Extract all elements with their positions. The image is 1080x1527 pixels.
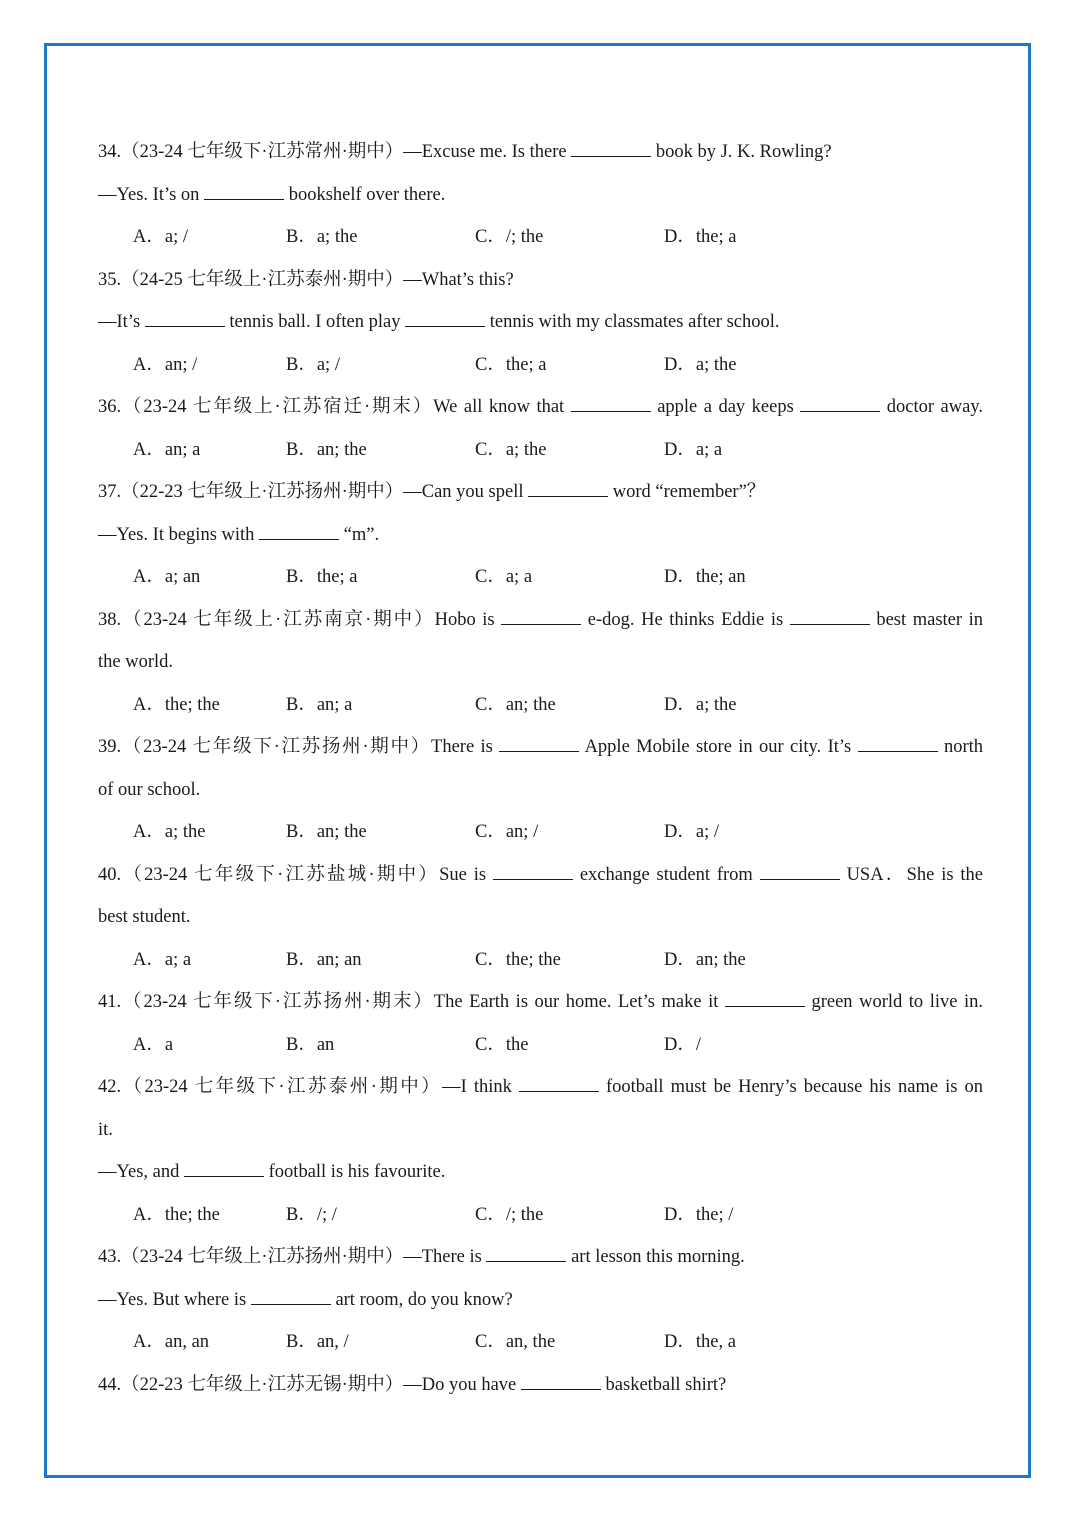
answer-blank[interactable] [571, 155, 651, 157]
question-36 [98, 386, 983, 471]
question-line [98, 769, 983, 812]
question-text: —Yes. But where is [98, 1289, 251, 1310]
answer-options [98, 344, 983, 387]
question-34 [98, 131, 983, 259]
question-source: （24-25 七年级上·江苏泰州·期中） [121, 269, 404, 290]
question-line [98, 1279, 983, 1322]
option-a[interactable]: A．an; / [133, 354, 198, 375]
option-b[interactable]: B．a; / [286, 354, 340, 375]
question-text: “m”. [339, 524, 380, 545]
answer-blank[interactable] [521, 1388, 601, 1390]
exercise-list [98, 131, 983, 1406]
option-a[interactable]: A．a; a [133, 949, 192, 970]
answer-blank[interactable] [519, 1090, 599, 1092]
question-number: 41. [98, 992, 122, 1012]
question-line [98, 259, 983, 302]
answer-options [98, 556, 983, 599]
option-d[interactable]: D．an; the [664, 949, 746, 970]
question-text: exchange student from [572, 864, 760, 885]
option-a[interactable]: A．a [133, 1034, 174, 1055]
answer-options [98, 1321, 983, 1364]
answer-blank[interactable] [790, 623, 870, 625]
question-text: tennis ball. I often play [224, 312, 406, 332]
answer-options [98, 684, 983, 727]
option-c[interactable]: C．an; the [475, 694, 556, 715]
question-37 [98, 471, 983, 599]
question-text: green world to live in. [804, 992, 983, 1012]
question-line [98, 471, 983, 514]
question-text: art room, do you know? [330, 1289, 513, 1310]
question-text: football is his favourite. [264, 1162, 446, 1182]
question-42 [98, 1066, 983, 1236]
question-text: apple a day keeps [650, 397, 801, 417]
option-b[interactable]: B．an; a [286, 694, 353, 715]
question-text: doctor away. [880, 397, 984, 417]
answer-blank[interactable] [858, 750, 938, 752]
question-text: north [937, 737, 983, 757]
question-line [98, 726, 983, 769]
question-number: 42. [98, 1077, 122, 1097]
question-number: 39. [98, 737, 122, 757]
question-39 [98, 726, 983, 854]
answer-blank[interactable] [486, 1260, 566, 1262]
option-a[interactable]: A．an; a [133, 439, 201, 460]
option-d[interactable]: D．/ [664, 1034, 702, 1055]
question-number: 37. [98, 482, 122, 502]
question-source: （22-23 七年级上·江苏无锡·期中） [121, 1374, 404, 1395]
option-c[interactable]: C．the; the [475, 949, 561, 970]
question-text: book by J. K. Rowling? [651, 142, 832, 162]
answer-options [98, 1024, 983, 1067]
option-b[interactable]: B．/; / [286, 1204, 337, 1225]
option-c[interactable]: C．/; the [475, 227, 544, 247]
question-line [98, 1236, 983, 1279]
question-line [98, 174, 983, 217]
question-source: （23-24 七年级下·江苏盐城·期中） [121, 864, 440, 885]
question-text: —Excuse me. Is there [403, 142, 572, 162]
answer-blank[interactable] [145, 325, 225, 327]
question-text: —Yes. It’s on [98, 184, 205, 205]
question-number: 38. [98, 609, 122, 630]
question-line [98, 599, 983, 642]
question-35 [98, 259, 983, 387]
question-text: —Can you spell [403, 482, 529, 502]
question-text: best student. [98, 907, 191, 927]
option-a[interactable]: A．a; the [133, 822, 206, 842]
answer-options [98, 216, 983, 259]
option-d[interactable]: D．a; a [664, 439, 723, 460]
question-line [98, 1364, 983, 1407]
question-text: —What’s this? [403, 269, 514, 290]
question-line [98, 386, 983, 429]
answer-blank[interactable] [501, 623, 581, 625]
question-text: word “remember”？ [608, 482, 766, 502]
answer-options [98, 939, 983, 982]
option-d[interactable]: D．a; the [664, 354, 737, 375]
question-line [98, 301, 983, 344]
option-d[interactable]: D．the; an [664, 567, 746, 587]
question-text: football must be Henry’s because his name is on [598, 1077, 983, 1097]
question-text: it. [98, 1119, 113, 1140]
answer-blank[interactable] [204, 198, 284, 200]
option-a[interactable]: A．an, an [133, 1332, 210, 1352]
answer-blank[interactable] [259, 538, 339, 540]
question-number: 40. [98, 864, 122, 885]
answer-options [98, 1194, 983, 1237]
question-40 [98, 854, 983, 982]
question-41 [98, 981, 983, 1066]
question-text: Apple Mobile store in our city. It’s [579, 737, 858, 757]
question-text: —There is [403, 1247, 487, 1267]
question-line [98, 981, 983, 1024]
question-text: —It’s [98, 312, 145, 332]
question-text: There is [431, 737, 500, 757]
question-38 [98, 599, 983, 727]
question-line [98, 896, 983, 939]
answer-blank[interactable] [499, 750, 579, 752]
option-d[interactable]: D．the; / [664, 1204, 734, 1225]
option-c[interactable]: C．an, the [475, 1332, 556, 1352]
question-line [98, 1066, 983, 1109]
question-43 [98, 1236, 983, 1364]
question-text: —Yes. It begins with [98, 524, 260, 545]
option-a[interactable]: A．a; / [133, 227, 188, 247]
question-text: Sue is [439, 864, 493, 885]
option-d[interactable]: D．a; / [664, 822, 719, 842]
option-c[interactable]: C．a; the [475, 439, 547, 460]
option-b[interactable]: B．an, / [286, 1332, 349, 1352]
question-text: The Earth is our home. Let’s make it [433, 992, 725, 1012]
option-b[interactable]: B．an; an [286, 949, 362, 970]
question-line [98, 514, 983, 557]
answer-blank[interactable] [800, 410, 880, 412]
answer-blank[interactable] [528, 495, 608, 497]
question-source: （23-24 七年级下·江苏扬州·期中） [121, 737, 432, 757]
question-text: basketball shirt? [600, 1374, 727, 1395]
question-source: （23-24 七年级下·江苏泰州·期中） [121, 1077, 443, 1097]
answer-blank[interactable] [760, 878, 840, 880]
option-a[interactable]: A．the; the [133, 694, 220, 715]
question-text: USA．She is the [839, 864, 983, 885]
question-text: —Yes, and [98, 1162, 185, 1182]
option-c[interactable]: C．the; a [475, 354, 547, 375]
option-d[interactable]: D．a; the [664, 694, 737, 715]
answer-blank[interactable] [493, 878, 573, 880]
answer-blank[interactable] [251, 1303, 331, 1305]
answer-options [98, 429, 983, 472]
question-source: （23-24 七年级下·江苏常州·期中） [121, 142, 404, 162]
question-text: of our school. [98, 779, 201, 800]
question-number: 35. [98, 269, 122, 290]
question-text: We all know that [433, 397, 571, 417]
question-44 [98, 1364, 983, 1407]
question-source: （23-24 七年级上·江苏宿迁·期末） [121, 397, 434, 417]
question-line [98, 1151, 983, 1194]
question-text: —Do you have [403, 1374, 521, 1395]
answer-blank[interactable] [405, 325, 485, 327]
question-text: the world. [98, 652, 174, 672]
question-text: e-dog. He thinks Eddie is [581, 609, 790, 630]
answer-blank[interactable] [571, 410, 651, 412]
question-source: （22-23 七年级上·江苏扬州·期中） [121, 482, 404, 502]
answer-blank[interactable] [725, 1005, 805, 1007]
option-c[interactable]: C．the [475, 1034, 529, 1055]
question-line [98, 131, 983, 174]
question-source: （23-24 七年级上·江苏南京·期中） [121, 609, 435, 630]
question-number: 34. [98, 142, 122, 162]
option-b[interactable]: B．a; the [286, 227, 358, 247]
option-b[interactable]: B．the; a [286, 567, 358, 587]
question-text: best master in [869, 609, 984, 630]
question-number: 44. [98, 1374, 122, 1395]
option-d[interactable]: D．the; a [664, 227, 737, 247]
option-c[interactable]: C．/; the [475, 1204, 544, 1225]
answer-options [98, 811, 983, 854]
question-source: （23-24 七年级上·江苏扬州·期中） [121, 1247, 404, 1267]
option-c[interactable]: C．a; a [475, 567, 533, 587]
question-text: tennis with my classmates after school. [485, 312, 780, 332]
answer-blank[interactable] [184, 1175, 264, 1177]
question-text: bookshelf over there. [284, 184, 446, 205]
option-c[interactable]: C．an; / [475, 822, 539, 842]
question-text: —I think [442, 1077, 519, 1097]
question-text: Hobo is [434, 609, 502, 630]
question-line [98, 1109, 983, 1152]
option-b[interactable]: B．an; the [286, 439, 367, 460]
question-line [98, 641, 983, 684]
option-a[interactable]: A．the; the [133, 1204, 220, 1225]
question-number: 43. [98, 1247, 122, 1267]
option-b[interactable]: B．an; the [286, 822, 367, 842]
question-text: art lesson this morning. [566, 1247, 745, 1267]
option-b[interactable]: B．an [286, 1034, 335, 1055]
question-number: 36. [98, 397, 122, 417]
question-line [98, 854, 983, 897]
option-d[interactable]: D．the, a [664, 1332, 736, 1352]
option-a[interactable]: A．a; an [133, 567, 201, 587]
question-source: （23-24 七年级下·江苏扬州·期末） [121, 992, 434, 1012]
